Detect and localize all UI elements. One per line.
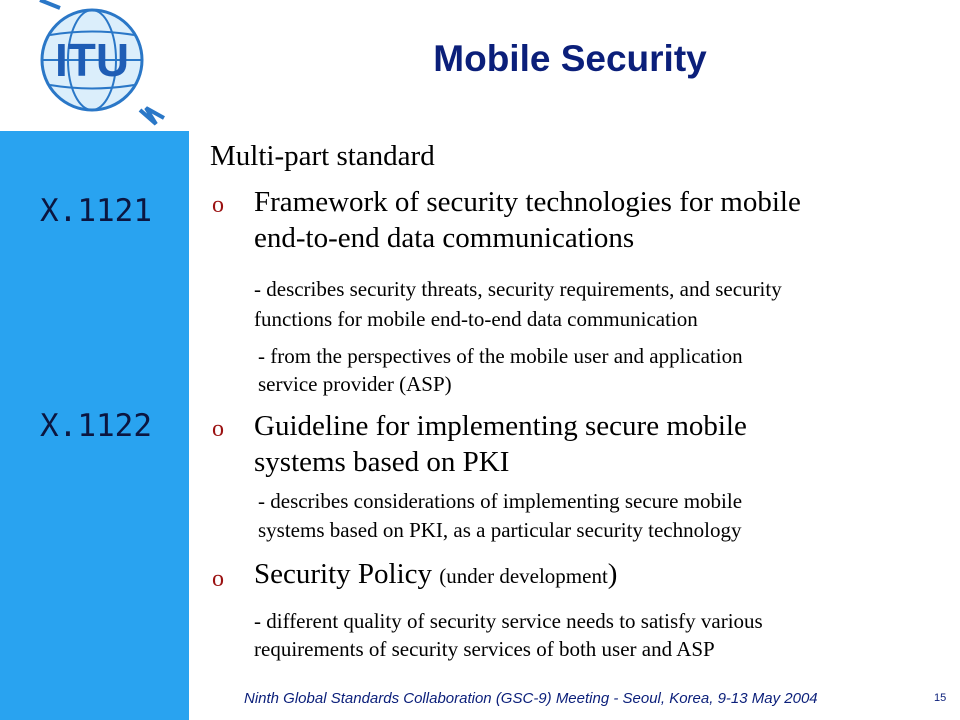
bullet-icon: o — [212, 566, 224, 592]
standard-label-x1122: X.1122 — [40, 408, 152, 444]
svg-text:ITU: ITU — [54, 34, 130, 86]
itu-logo — [0, 0, 189, 131]
item2-title-line2: systems based on PKI — [254, 446, 510, 478]
item2-sub1-line1: - describes considerations of implementing secure mobile — [258, 489, 743, 513]
item1-sub1-line1: - describes security threats, security requirements, and security — [254, 277, 782, 301]
section-heading: Multi-part standard — [210, 140, 435, 172]
item2-title-line1: Guideline for implementing secure mobile — [254, 410, 747, 442]
item1-sub1-line2: functions for mobile end-to-end data communication — [254, 307, 698, 331]
left-sidebar — [0, 0, 189, 720]
item3-sub1-line1: - different quality of security service needs to satisfy various — [254, 609, 763, 633]
bullet-icon: o — [212, 416, 224, 442]
item2-sub1-line2: systems based on PKI, as a particular security technology — [258, 518, 742, 542]
footer-text: Ninth Global Standards Collaboration (GSC-9) Meeting - Seoul, Korea, 9-13 May 2004 — [244, 690, 818, 707]
slide-title: Mobile Security — [433, 38, 707, 79]
item1-sub2-line2: service provider (ASP) — [258, 372, 452, 396]
item1-title-line2: end-to-end data communications — [254, 222, 635, 254]
standard-label-x1121: X.1121 — [40, 193, 152, 229]
bullet-icon: o — [212, 192, 224, 218]
item3-title — [254, 558, 617, 591]
page-number: 15 — [934, 692, 947, 704]
item1-sub2-line1: - from the perspectives of the mobile user and application — [258, 344, 743, 368]
item3-title-main: Security Policy — [254, 558, 433, 590]
item3-title-note: (under development — [439, 564, 608, 588]
item3-title-close: ) — [607, 558, 618, 590]
item3-sub1-line2: requirements of security services of both user and ASP — [254, 637, 715, 661]
itu-globe-icon — [0, 0, 189, 131]
item1-title-line1: Framework of security technologies for mobile — [254, 186, 801, 218]
